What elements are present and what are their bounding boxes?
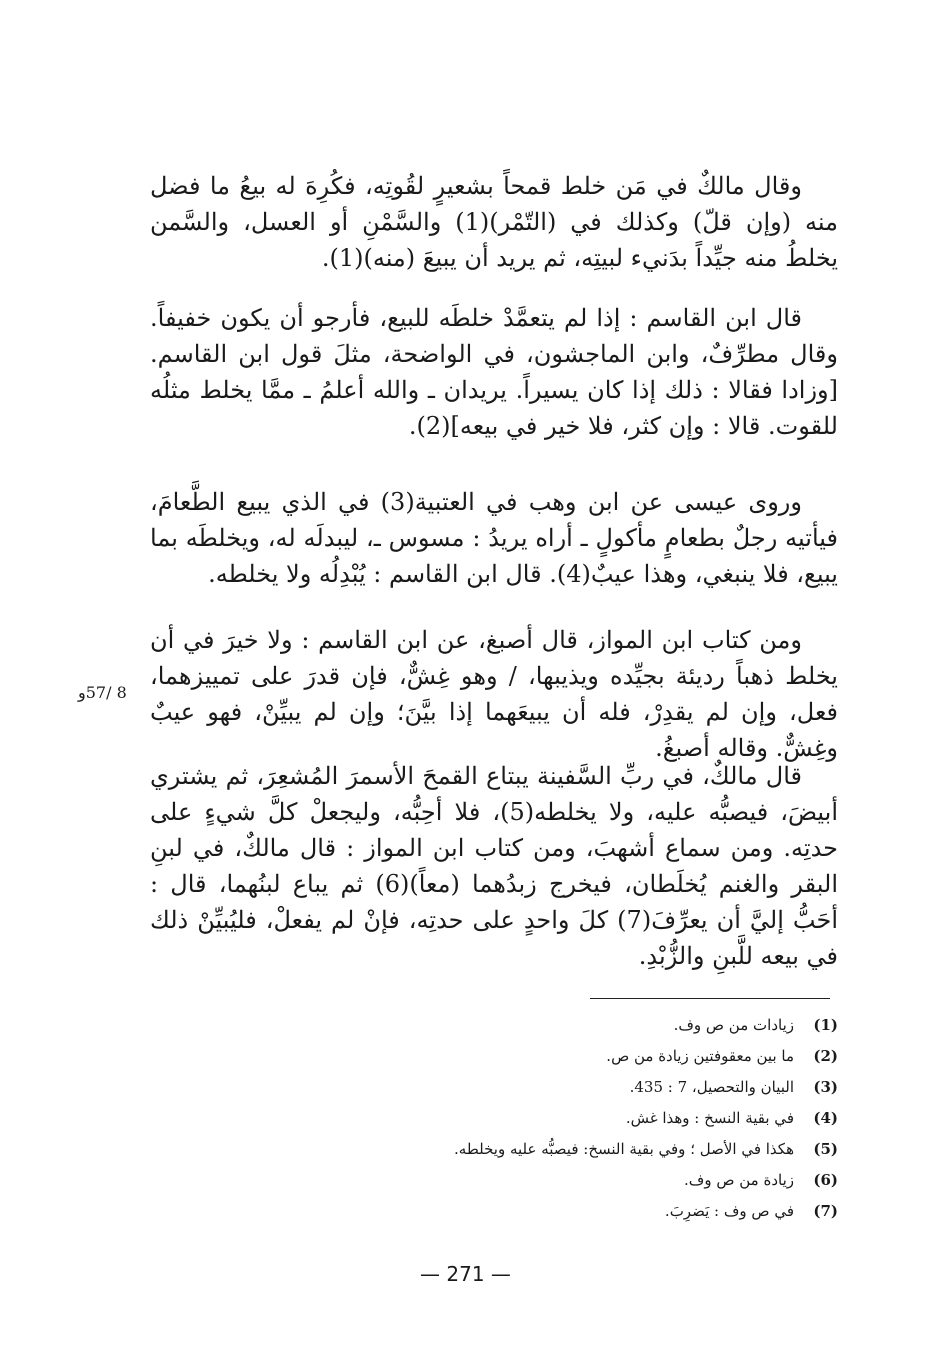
paragraph-3: [150, 484, 838, 592]
footnote-item: [300, 1134, 838, 1165]
paragraph-text: وروى عيسى عن ابن وهب في العتبية(3) في الذي يبيع الطَّعامَ، فيأتيه رجلٌ بطعامٍ مأكولٍ ـ أراه يريدُ : مسوس ـ، ليبدلَه له، ويخلطَه بما يبيع، فلا ينبغي، وهذا عيبٌ(4). قال ابن القاسم : يُبْدِلُه ولا يخلطه.: [150, 488, 838, 588]
footnote-item: [300, 1165, 838, 1196]
footnote-item: [300, 1041, 838, 1072]
paragraph-4: [150, 622, 838, 766]
footnote-number: (6): [813, 1171, 838, 1189]
footnote-divider: [590, 998, 830, 999]
manuscript-folio-note: 8 /57و: [78, 683, 127, 702]
paragraph-5: [150, 758, 838, 974]
footnote-text: زيادات من ص وف.: [673, 1016, 794, 1034]
footnote-text: زيادة من ص وف.: [684, 1171, 794, 1189]
footnote-text: في بقية النسخ : وهذا غش.: [625, 1109, 794, 1127]
footnote-text: في ص وف : يَضرِبَ.: [664, 1202, 794, 1220]
footnote-number: (7): [813, 1202, 838, 1220]
footnote-number: (4): [813, 1109, 838, 1127]
paragraph-text: قال ابن القاسم : إذا لم يتعمَّدْ خلطَه للبيع، فأرجو أن يكون خفيفاً. وقال مطرِّفٌ، وابن الماجشون، في الواضحة، مثلَ قول ابن القاسم. [وزادا فقالا : ذلك إذا كان يسيراً. يريدان ـ والله أعلمُ ـ ممَّا يخلط مثلُه للقوت. قالا : وإن كثر، فلا خير في بيعه](2).: [150, 304, 838, 440]
paragraph-1: [150, 168, 838, 276]
footnote-item: [300, 1010, 838, 1041]
footnotes-list: [300, 1010, 838, 1227]
paragraph-2: [150, 300, 838, 444]
page-number: — 271 —: [420, 1262, 511, 1286]
footnote-number: (2): [813, 1047, 838, 1065]
footnote-text: هكذا في الأصل ؛ وفي بقية النسخ: فيصبُّه عليه ويخلطه.: [454, 1140, 794, 1158]
footnote-item: [300, 1196, 838, 1227]
footnote-text: ما بين معقوفتين زيادة من ص.: [606, 1047, 794, 1065]
footnote-number: (1): [813, 1016, 838, 1034]
paragraph-text: ومن كتاب ابن المواز، قال أصبغ، عن ابن القاسم : ولا خيرَ في أن يخلط ذهباً رديئة بجيِّده ويذيبها، / وهو غِشٌّ، فإن قدرَ على تمييزهما، فعل، وإن لم يقدِرْ، فله أن يبيعَهما إذا بيَّنَ؛ وإن لم يبيِّنْ، فهو عيبٌ وغِشٌّ. وقاله أصبغُ.: [150, 626, 838, 762]
footnote-item: [300, 1072, 838, 1103]
paragraph-text: قال مالكٌ، في ربِّ السَّفينة يبتاع القمحَ الأسمرَ المُشعِرَ، ثم يشتري أبيضَ، فيصبُّه عليه، ولا يخلطه(5)، فلا أحِبُّه، وليجعلْ كلَّ شيءٍ على حدتِه. ومن سماع أشهبَ، ومن كتاب ابن المواز : قال مالكٌ، في لبنِ البقر والغنم يُخلَطان، فيخرج زبدُهما (معاً)(6) ثم يباع لبنُهما، قال : أحَبُّ إليَّ أن يعرِّفَ(7) كلَ واحدٍ على حدتِه، فإنْ لم يفعلْ، فليُبيِّنْ ذلك في بيعه للَّبنِ والزُّبْدِ.: [150, 762, 838, 970]
footnote-item: [300, 1103, 838, 1134]
paragraph-text: وقال مالكٌ في مَن خلط قمحاً بشعيرٍ لقُوتِه، فكُرِهَ له بيعُ ما فضل منه (وإن قلّ) وكذلك في (التّمْر)(1) والسَّمْنِ أو العسل، والسَّمن يخلطُ منه جيِّداً بدَنيء لبيتِه، ثم يريد أن يبيعَ (منه)(1).: [150, 172, 838, 272]
footnote-number: (5): [813, 1140, 838, 1158]
footnote-text: البيان والتحصيل، 7 : 435.: [629, 1078, 794, 1096]
footnote-number: (3): [813, 1078, 838, 1096]
